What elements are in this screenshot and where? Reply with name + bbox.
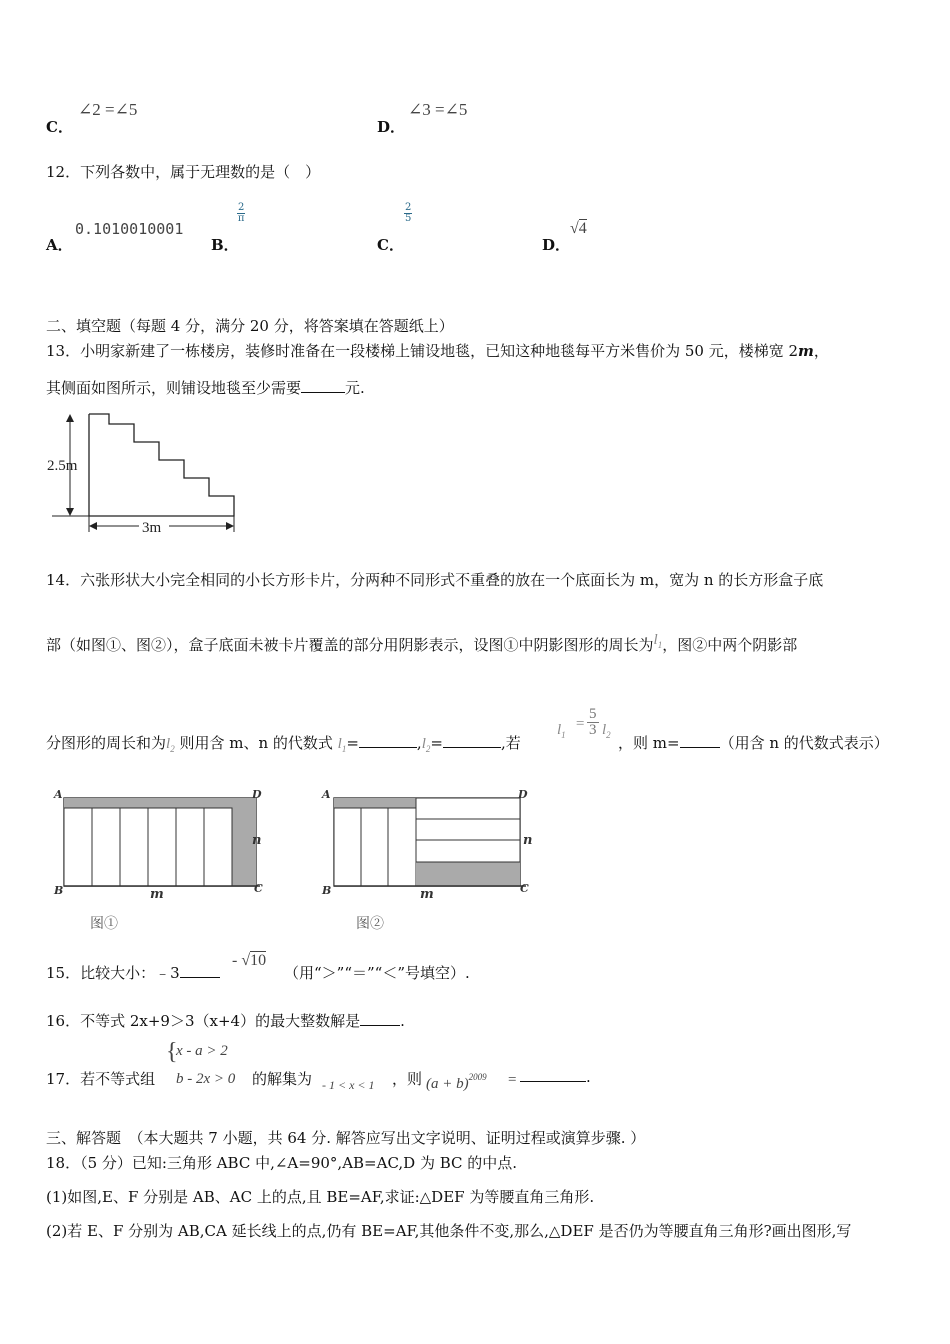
q12-d-label: D．	[542, 236, 571, 254]
q13-arrow-up	[66, 414, 74, 422]
fig1-label-b: B	[54, 884, 64, 897]
fig2-label-b: B	[322, 884, 332, 897]
fig2-shade-bottom	[416, 862, 520, 886]
q15-radicand: 10	[250, 952, 267, 969]
fig1-label-n: n	[252, 833, 262, 848]
q14-line2	[46, 632, 797, 655]
q14-then: ，则 m=	[618, 734, 680, 752]
q17-brace: {	[166, 1039, 178, 1065]
q14-ratio-l2-sub: 2	[606, 730, 611, 740]
q13-line1-unit: m	[798, 342, 814, 360]
q13-width-label: 3m	[142, 520, 162, 536]
fig2-label-c: C	[520, 882, 529, 895]
q13-arrow-left	[89, 522, 97, 530]
q13-line2-pre: 其侧面如图所示，则铺设地毯至少需要	[46, 379, 302, 397]
q12-d-sqrt	[570, 220, 587, 238]
q14-l1-blank[interactable]	[359, 747, 417, 748]
q14-separator: ,	[416, 734, 422, 752]
q17-pre: 17．若不等式组	[46, 1070, 156, 1088]
section3-title: 三、解答题 （本大题共 7 小题，共 64 分. 解答应写出文字说明、证明过程或演算步骤. ）	[46, 1129, 646, 1147]
q14-l2-sub: 2	[170, 744, 175, 754]
q14-m-blank[interactable]	[680, 747, 720, 748]
q12-b-fraction	[237, 203, 245, 224]
q12-stem: 12．下列各数中，属于无理数的是（ ）	[46, 163, 321, 181]
fig1-caption: 图①	[90, 916, 118, 932]
q17-end: .	[586, 1068, 591, 1086]
q11-d-expr: ∠3 =∠5	[408, 100, 468, 119]
q13-answer-blank[interactable]	[301, 392, 345, 393]
q14-eq2-l2-sub: 2	[425, 744, 431, 754]
fig2-shade-top	[334, 798, 416, 808]
q14-eq1-l1-sub: 1	[341, 744, 347, 754]
q12-a-value: 0.1010010001	[75, 220, 184, 238]
q13-line1-end: ，	[813, 342, 829, 360]
q13-line2-post: 元.	[345, 379, 365, 397]
q12-a-label: A．	[46, 236, 73, 254]
q14-figure-1	[44, 786, 274, 936]
q15-line	[46, 962, 220, 983]
q14-line3-b: 则用含 m、n 的代数式	[179, 734, 333, 752]
q12-c-denominator: 5	[405, 213, 412, 224]
q14-ratio-l1-symbol: l	[557, 722, 562, 738]
q14-eq1-sign: =	[346, 734, 359, 752]
q14-line3-l2	[166, 736, 175, 752]
q12-d-radicand: 4	[578, 220, 587, 237]
q14-ratio-l1-sub: 1	[561, 730, 566, 740]
fig1-label-m: m	[150, 887, 164, 902]
q14-ratio-l1	[557, 722, 566, 740]
fig2-caption: 图②	[356, 916, 384, 932]
q14-l2-symbol: l	[166, 736, 171, 752]
q16-pre: 16．不等式 2x+9＞3（x+4）的最大整数解是	[46, 1012, 361, 1030]
q14-ratio-l2	[602, 722, 611, 740]
q14-ratio-eq: =	[575, 716, 586, 732]
q12-b-denominator: π	[237, 213, 245, 224]
q11-d-label: D．	[377, 118, 406, 136]
q13-line1-text: 13．小明家新建了一栋楼房，装修时准备在一段楼梯上铺设地毯，已知这种地毯每平方米售价为 50 元，楼梯宽 2	[46, 342, 799, 360]
q14-line2-l1	[654, 632, 663, 648]
q14-l1-sub: 1	[657, 640, 663, 650]
q14-l2-blank[interactable]	[443, 747, 501, 748]
fig2-label-a: A	[322, 788, 331, 801]
q18-part2: (2)若 E、F 分别为 AB,CA 延长线上的点,仍有 BE=AF,其他条件不变,那么,△DEF 是否仍为等腰直角三角形?画出图形,写	[46, 1222, 852, 1240]
q17-system-1: x - a > 2	[176, 1043, 228, 1059]
fig2-label-m: m	[420, 887, 434, 902]
q15-post: （用“＞”“＝”“＜”号填空）.	[284, 964, 470, 982]
q15-expression	[232, 952, 266, 970]
section2-title: 二、填空题（每题 4 分，满分 20 分，将答案填在答题纸上）	[46, 317, 454, 335]
q14-l1-symbol: l	[653, 632, 658, 648]
q17-eq: =	[508, 1072, 517, 1088]
q17-power-exp: 2009	[468, 1072, 487, 1082]
q17-mid: 的解集为	[252, 1070, 313, 1088]
fig1-shade-top	[64, 798, 256, 808]
q14-eq2-l2-symbol: l	[421, 736, 426, 752]
q17-power	[426, 1072, 487, 1093]
q12-c-label: C．	[377, 236, 404, 254]
q16-answer-blank[interactable]	[360, 1025, 400, 1026]
q14-ratio-den: 3	[589, 722, 597, 738]
q14-line2-post: ，图②中两个阴影部	[662, 636, 798, 654]
q17-system-2: b - 2x > 0	[176, 1071, 236, 1087]
q12-c-fraction	[404, 203, 412, 224]
fig2-label-d: D	[518, 788, 528, 801]
q13-line1	[46, 340, 829, 361]
q13-height-label: 2.5m	[47, 458, 78, 474]
q16-line	[46, 1010, 405, 1031]
fig2-horizontal-cards	[416, 798, 520, 862]
q15-radical: √	[241, 952, 251, 969]
fig1-label-d: D	[252, 788, 262, 801]
q17-power-base: (a + b)	[426, 1076, 469, 1092]
q16-post: .	[400, 1012, 405, 1030]
q14-ratio-fraction	[587, 707, 599, 738]
q14-tail: （用含 n 的代数式表示）	[719, 734, 889, 752]
q12-d-radical: √	[570, 220, 579, 237]
q17-solution: - 1 < x < 1	[322, 1078, 375, 1092]
q13-arrow-down	[66, 508, 74, 516]
q12-b-label: B．	[211, 236, 239, 254]
q14-if-text: ,若	[500, 734, 521, 752]
q15-answer-blank[interactable]	[180, 977, 220, 978]
q18-part1: (1)如图,E、F 分别是 AB、AC 上的点,且 BE=AF,求证:△DEF 为等腰直角三角形.	[46, 1188, 595, 1206]
q14-ratio-l2-symbol: l	[602, 722, 607, 738]
q14-figure-2	[316, 786, 546, 936]
q14-line3-a: 分图形的周长和为	[46, 734, 167, 752]
q14-eq2-sign: =	[430, 734, 443, 752]
q15-pre: 15．比较大小：﹣3	[46, 964, 180, 982]
q12-c-numerator: 2	[405, 202, 412, 213]
q14-ratio-num: 5	[589, 706, 597, 722]
fig1-label-a: A	[54, 788, 63, 801]
q14-eq1-l1-symbol: l	[337, 736, 342, 752]
q14-line3-tail	[618, 732, 889, 753]
q11-c-label: C．	[46, 118, 73, 136]
fig2-label-n: n	[523, 833, 533, 848]
q17-answer-blank[interactable]	[520, 1081, 586, 1082]
q18-stem: 18．（5 分）已知:三角形 ABC 中,∠A=90°,AB=AC,D 为 BC 的中点.	[46, 1154, 518, 1172]
q13-staircase-figure	[44, 408, 244, 540]
q14-line1: 14．六张形状大小完全相同的小长方形卡片，分两种不同形式不重叠的放在一个底面长为 m，宽为 n 的长方形盒子底	[46, 571, 824, 589]
q14-line2-pre: 部（如图①、图②），盒子底面未被卡片覆盖的部分用阴影表示，设图①中阴影图形的周长为	[46, 636, 654, 654]
q13-staircase-outline	[89, 414, 234, 516]
fig2-vertical-cards	[334, 808, 416, 886]
q13-line2	[46, 377, 365, 398]
q13-arrow-right	[226, 522, 234, 530]
q11-c-expr: ∠2 =∠5	[78, 100, 138, 119]
q17-then: ，则	[392, 1070, 423, 1088]
fig1-label-c: C	[254, 882, 263, 895]
q14-line3	[46, 732, 521, 754]
q15-sign: -	[232, 952, 238, 969]
q17-answer	[520, 1068, 591, 1086]
q12-b-numerator: 2	[238, 202, 245, 213]
